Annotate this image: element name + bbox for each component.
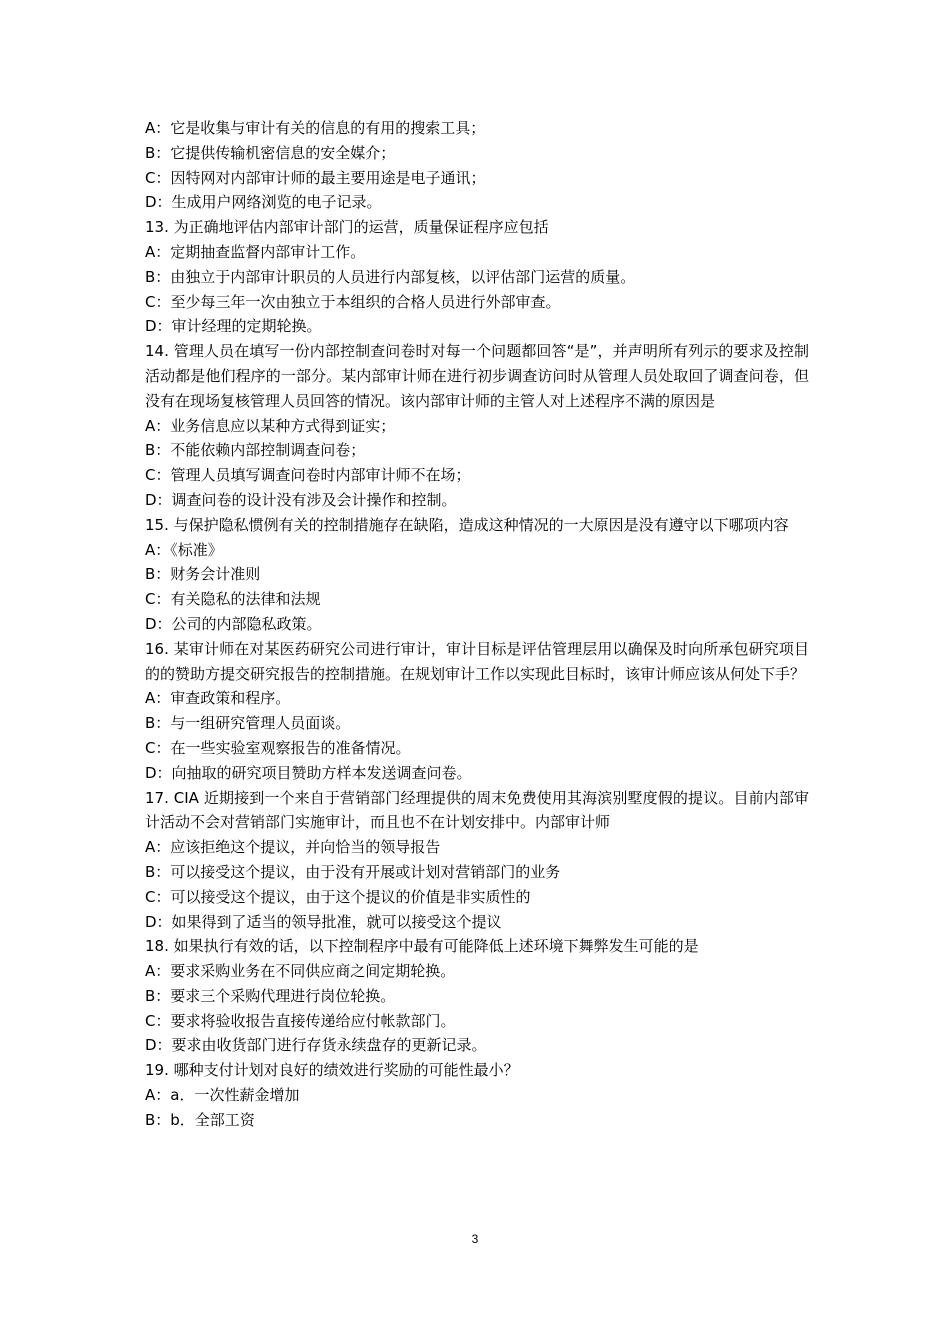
option-line: D：审计经理的定期轮换。 [145,317,322,336]
option-line: B：可以接受这个提议，由于没有开展或计划对营销部门的业务 [145,862,561,881]
question-15: 15. 与保护隐私惯例有关的控制措施存在缺陷，造成这种情况的一大原因是没有遵守以下哪项内容 [145,515,789,534]
option-line: D：调查问卷的设计没有涉及会计操作和控制。 [145,490,457,509]
question-18: 18. 如果执行有效的话，以下控制程序中最有可能降低上述环境下舞弊发生可能的是 [145,937,699,956]
option-line: C：在一些实验室观察报告的准备情况。 [145,738,411,757]
option-line: A：a．一次性薪金增加 [145,1086,300,1105]
question-14: 14. 管理人员在填写一份内部控制查问卷时对每一个问题都回答“是”，并声明所有列示的要求及控制活动都是他们程序的一部分。某内部审计师在进行初步调查访问时从管理人员处取回了调查问卷，但没有在现场复核管理人员回答的情况。该内部审计师的主管人对上述程序不满的原因是 [145,342,809,410]
option-line: A：它是收集与审计有关的信息的有用的搜索工具； [145,119,486,137]
option-line: C：至少每三年一次由独立于本组织的合格人员进行外部审查。 [145,292,561,311]
option-line: A：应该拒绝这个提议，并向恰当的领导报告 [145,838,441,857]
option-line: D：公司的内部隐私政策。 [145,614,322,633]
option-line: B：b．全部工资 [145,1110,255,1129]
option-line: B：财务会计准则 [145,565,261,584]
option-line: C：因特网对内部审计师的最主要用途是电子通讯； [145,168,486,187]
option-line: B：由独立于内部审计职员的人员进行内部复核，以评估部门运营的质量。 [145,267,636,286]
option-line: D：如果得到了适当的领导批准，就可以接受这个提议 [145,912,502,931]
option-line: C：有关隐私的法律和法规 [145,590,321,609]
question-17: 17. CIA 近期接到一个来自于营销部门经理提供的周末免费使用其海滨别墅度假的提议。目前内部审计活动不会对营销部门实施审计，而且也不在计划安排中。内部审计师 [145,788,809,832]
option-line: A：审查政策和程序。 [145,689,291,708]
document-page [145,116,809,1133]
option-line: B：不能依赖内部控制调查问卷； [145,441,366,460]
option-line: C：可以接受这个提议，由于这个提议的价值是非实质性的 [145,887,531,906]
option-line: D：生成用户网络浏览的电子记录。 [145,193,382,212]
option-line: C：管理人员填写调查问卷时内部审计师不在场； [145,466,471,485]
page-number: 3 [471,1232,479,1246]
option-line: B：它提供传输机密信息的安全媒介； [145,143,396,162]
option-line: C：要求将验收报告直接传递给应付帐款部门。 [145,1011,456,1030]
option-line: A：《标准》 [145,540,223,559]
option-line: B：要求三个采购代理进行岗位轮换。 [145,986,396,1005]
option-line: D：要求由收货部门进行存货永续盘存的更新记录。 [145,1036,487,1055]
option-line: A：要求采购业务在不同供应商之间定期轮换。 [145,962,456,981]
option-line: B：与一组研究管理人员面谈。 [145,714,351,733]
option-line: A：定期抽查监督内部审计工作。 [145,242,366,261]
question-19: 19. 哪种支付计划对良好的绩效进行奖励的可能性最小？ [145,1061,519,1080]
option-line: A：业务信息应以某种方式得到证实； [145,416,396,435]
option-line: D：向抽取的研究项目赞助方样本发送调查问卷。 [145,763,472,782]
question-13: 13. 为正确地评估内部审计部门的运营，质量保证程序应包括 [145,218,549,237]
question-16: 16. 某审计师在对某医药研究公司进行审计，审计目标是评估管理层用以确保及时向所承包研究项目的的赞助方提交研究报告的控制措施。在规划审计工作以实现此目标时，该审计师应该从何处下手？ [145,639,809,683]
